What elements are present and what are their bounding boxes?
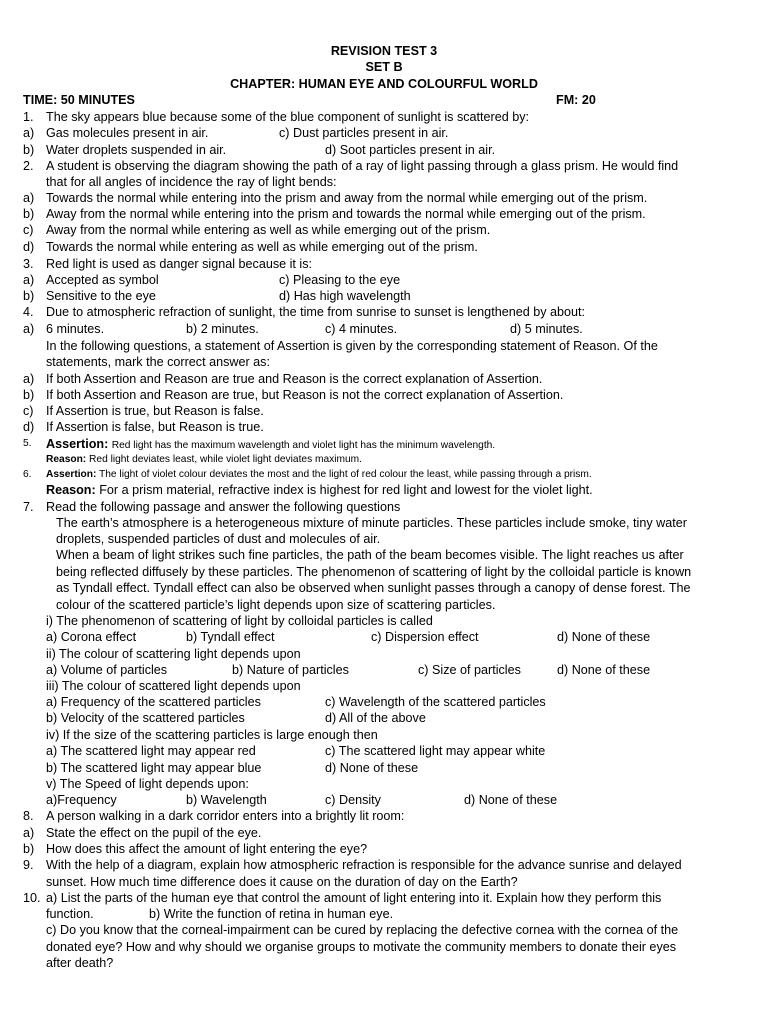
passage-line: When a beam of light strikes such fine particles, the path of the beam becomes visible. The light reaches us after <box>56 548 684 562</box>
option-d: d) None of these <box>557 663 651 677</box>
options-row <box>0 662 768 678</box>
question-7 <box>0 499 768 515</box>
chapter-title: CHAPTER: HUMAN EYE AND COLOURFUL WORLD <box>230 77 538 91</box>
ar-option-a <box>0 371 768 387</box>
function-word: function. <box>46 907 94 921</box>
question-text: Read the following passage and answer the following questions <box>46 500 401 514</box>
question-text: Due to atmospheric refraction of sunlight, the time from sunrise to sunset is lengthened by about: <box>46 305 586 319</box>
reason-text: For a prism material, refractive index is highest for red light and lowest for the violet light. <box>99 483 593 497</box>
sub-question-v: v) The Speed of light depends upon: <box>46 777 249 791</box>
sub-part-c-cont: after death? <box>46 956 114 970</box>
option-label: b) <box>23 207 35 221</box>
option-d: d) 5 minutes. <box>510 322 583 336</box>
assertion-label: Assertion: <box>46 437 109 451</box>
passage-line: being reflected diffusely by these particles. The phenomenon of scattering of light by the colloidal particle is known <box>56 565 692 579</box>
question-6-reason <box>46 482 593 498</box>
option-label: a) <box>23 273 35 287</box>
option-a: a) Frequency of the scattered particles <box>46 695 261 709</box>
option-label: b) <box>23 143 35 157</box>
test-title: REVISION TEST 3 <box>330 44 438 58</box>
option-b: Water droplets suspended in air. <box>46 143 227 157</box>
options-row <box>0 629 768 645</box>
reason-label: Reason: <box>46 483 96 497</box>
option-label: a) <box>23 191 35 205</box>
option-label: d) <box>23 420 35 434</box>
option-d: Towards the normal while entering as well as while emerging out of the prism. <box>46 240 478 254</box>
option-d: d) None of these <box>464 793 558 807</box>
option-a: a) Volume of particles <box>46 663 168 677</box>
options-row <box>0 743 768 759</box>
question-number: 2. <box>23 159 34 173</box>
option-b: b) Velocity of the scattered particles <box>46 711 245 725</box>
option-a: 6 minutes. <box>46 322 105 336</box>
options-row <box>0 321 768 337</box>
question-5-reason <box>46 452 362 468</box>
question-text: The sky appears blue because some of the blue component of sunlight is scattered by: <box>46 110 530 124</box>
question-number: 1. <box>23 110 34 124</box>
question-number: 4. <box>23 305 34 319</box>
option-c: c) Dust particles present in air. <box>279 126 449 140</box>
options-row <box>0 792 768 808</box>
option-b: Away from the normal while entering into the prism and towards the normal while emerging out of the prism. <box>46 207 646 221</box>
option-label: b) <box>23 388 35 402</box>
question-text-cont <box>0 906 768 922</box>
question-text-cont: sunset. How much time difference does it cause on the duration of day on the Earth? <box>46 875 518 889</box>
question-number: 10. <box>23 891 41 905</box>
options-row <box>0 760 768 776</box>
reason-text: Red light deviates least, while violet light deviates maximum. <box>89 454 362 465</box>
option-c: Away from the normal while entering as well as while emerging out of the prism. <box>46 223 491 237</box>
option-c: c) Wavelength of the scattered particles <box>325 695 546 709</box>
option-c: c) Dispersion effect <box>371 630 479 644</box>
options-row <box>0 142 768 158</box>
question-5-assertion <box>0 436 768 452</box>
reason-label: Reason: <box>46 454 87 465</box>
question-number: 6. <box>23 469 32 480</box>
instructions-text: In the following questions, a statement of Assertion is given by the corresponding statement of Reason. Of the <box>46 339 658 353</box>
question-text-cont: that for all angles of incidence the ray of light bends: <box>46 175 337 189</box>
option-d: d) None of these <box>557 630 651 644</box>
option-b: Sensitive to the eye <box>46 289 156 303</box>
option-text: If both Assertion and Reason are true and Reason is the correct explanation of Assertion. <box>46 372 543 386</box>
assertion-text: Red light has the maximum wavelength and violet light has the minimum wavelength. <box>111 440 496 451</box>
sub-part-text: State the effect on the pupil of the eye. <box>46 826 262 840</box>
question-6-assertion <box>0 467 768 483</box>
option-a: a) Corona effect <box>46 630 137 644</box>
option-c: c) 4 minutes. <box>325 322 398 336</box>
question-number: 3. <box>23 257 34 271</box>
option-label: a) <box>23 126 35 140</box>
assertion-label: Assertion: <box>46 469 97 480</box>
option-label: c) <box>23 223 34 237</box>
option-a: a) The scattered light may appear red <box>46 744 256 758</box>
option-label: a) <box>23 826 35 840</box>
set-label: SET B <box>365 60 403 74</box>
options-row <box>0 272 768 288</box>
ar-option-c <box>0 403 768 419</box>
sub-question-i: i) The phenomenon of scattering of light by colloidal particles is called <box>46 614 433 628</box>
sub-part-c-cont: donated eye? How and why should we organise groups to motivate the community members to donate their eyes <box>46 940 677 954</box>
question-text: A student is observing the diagram showing the path of a ray of light passing through a glass prism. He would find <box>46 159 679 173</box>
passage-line: colour of the scattered particle’s light depends upon size of scattering particles. <box>56 598 496 612</box>
option-label: c) <box>23 404 34 418</box>
option-label: b) <box>23 289 35 303</box>
question-text: With the help of a diagram, explain how atmospheric refraction is responsible for the advance sunrise and delayed <box>46 858 682 872</box>
question-number: 9. <box>23 858 34 872</box>
question-number: 8. <box>23 809 34 823</box>
option-c: c) Density <box>325 793 381 807</box>
sub-question-iii: iii) The colour of scattered light depends upon <box>46 679 301 693</box>
question-number: 5. <box>23 438 32 449</box>
ar-option-b <box>0 387 768 403</box>
option-text: If Assertion is true, but Reason is false. <box>46 404 264 418</box>
options-row <box>0 288 768 304</box>
option-b: b) Wavelength <box>186 793 267 807</box>
question-3 <box>0 256 768 272</box>
option-label: b) <box>23 842 35 856</box>
option-text: If both Assertion and Reason are true, but Reason is not the correct explanation of Assertion. <box>46 388 564 402</box>
question-4 <box>0 304 768 320</box>
option-c: c) Pleasing to the eye <box>279 273 401 287</box>
option-c: c) Size of particles <box>418 663 521 677</box>
question-2 <box>0 158 768 174</box>
option-c-row <box>0 222 768 238</box>
option-a: a)Frequency <box>46 793 117 807</box>
option-c: c) The scattered light may appear white <box>325 744 546 758</box>
option-b-row <box>0 206 768 222</box>
sub-part-c: c) Do you know that the corneal-impairment can be cured by replacing the defective cornea with the cornea of the <box>46 923 679 937</box>
option-d: d) All of the above <box>325 711 426 725</box>
question-8 <box>0 808 768 824</box>
question-text: A person walking in a dark corridor enters into a brightly lit room: <box>46 809 405 823</box>
question-text: Red light is used as danger signal because it is: <box>46 257 313 271</box>
options-row <box>0 694 768 710</box>
option-b: b) Nature of particles <box>232 663 349 677</box>
sub-question-iv: iv) If the size of the scattering particles is large enough then <box>46 728 378 742</box>
question-text: a) List the parts of the human eye that control the amount of light entering into it. Explain how they perform this <box>46 891 662 905</box>
question-1 <box>0 109 768 125</box>
option-label: a) <box>23 322 35 336</box>
question-number: 7. <box>23 500 34 514</box>
question-9 <box>0 857 768 873</box>
instructions-text-cont: statements, mark the correct answer as: <box>46 355 270 369</box>
option-b: b) Tyndall effect <box>186 630 275 644</box>
option-a: Accepted as symbol <box>46 273 159 287</box>
option-d-row <box>0 239 768 255</box>
sub-question-ii: ii) The colour of scattering light depends upon <box>46 647 301 661</box>
time-label: TIME: 50 MINUTES <box>23 93 135 107</box>
passage-line: The earth’s atmosphere is a heterogeneous mixture of minute particles. These particles include smoke, tiny water <box>56 516 687 530</box>
option-b: b) The scattered light may appear blue <box>46 761 262 775</box>
option-d: d) Soot particles present in air. <box>325 143 496 157</box>
option-d: d) Has high wavelength <box>279 289 411 303</box>
question-10 <box>0 890 768 906</box>
sub-part-a <box>0 825 768 841</box>
option-a: Towards the normal while entering into the prism and away from the normal while emerging out of the prism. <box>46 191 648 205</box>
sub-part-text: How does this affect the amount of light entering the eye? <box>46 842 368 856</box>
option-label: d) <box>23 240 35 254</box>
sub-part-b <box>0 841 768 857</box>
passage-line: droplets, suspended particles of dust and molecules of air. <box>56 532 381 546</box>
option-a: Gas molecules present in air. <box>46 126 209 140</box>
sub-part-b: b) Write the function of retina in human eye. <box>149 907 394 921</box>
option-text: If Assertion is false, but Reason is true. <box>46 420 264 434</box>
option-a-row <box>0 190 768 206</box>
option-label: a) <box>23 372 35 386</box>
option-d: d) None of these <box>325 761 419 775</box>
option-b: b) 2 minutes. <box>186 322 259 336</box>
options-row <box>0 710 768 726</box>
ar-option-d <box>0 419 768 435</box>
passage-line: as Tyndall effect. Tyndall effect can also be observed when sunlight passes through a canopy of dense forest. The <box>56 581 691 595</box>
options-row <box>0 125 768 141</box>
assertion-text: The light of violet colour deviates the most and the light of red colour the least, while passing through a prism. <box>99 469 592 480</box>
full-marks-label: FM: 20 <box>556 93 596 107</box>
